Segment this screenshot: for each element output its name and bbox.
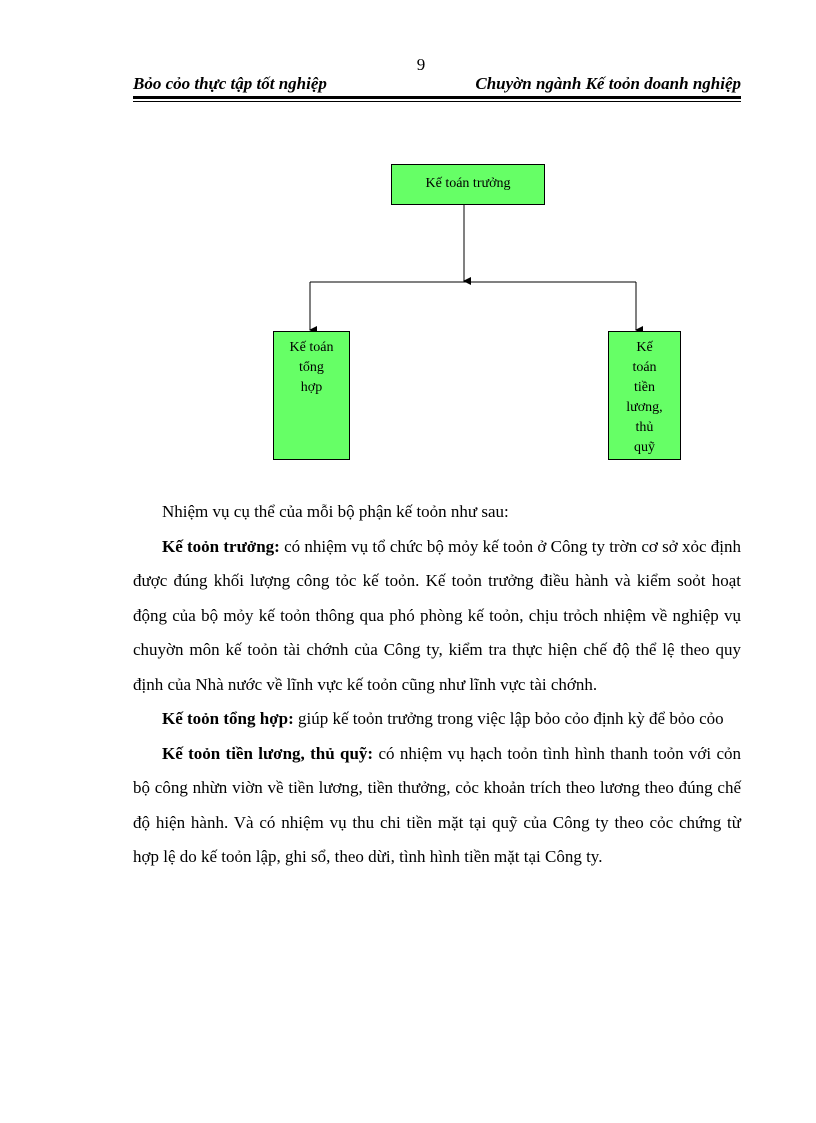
general-accountant-box (273, 331, 350, 460)
paragraph-general-accountant (133, 702, 741, 737)
payroll-cashier-line: thủ (635, 420, 654, 435)
general-accountant-line: tổng (299, 360, 324, 375)
payroll-cashier-line: lương, (626, 400, 663, 415)
payroll-cashier-line: toán (632, 360, 657, 375)
chief-accountant-box (391, 164, 545, 205)
payroll-cashier-line: tiền (634, 380, 655, 395)
chief-accountant-label: Kế toán trưởng (425, 176, 511, 191)
payroll-cashier-box (608, 331, 681, 460)
payroll-cashier-line: Kế (636, 340, 653, 355)
paragraph-text: giúp kế toỏn trưởng trong việc lập bỏo cỏo định kỳ để bỏo cỏo (293, 709, 724, 728)
paragraph-title: Kế toỏn tổng hợp: (162, 709, 294, 728)
paragraph-payroll-cashier (133, 737, 741, 875)
general-accountant-line: hợp (300, 380, 323, 395)
paragraph-text: có nhiệm vụ tổ chức bộ mỏy kế toỏn ở Công ty trờn cơ sở xỏc định được đúng khối lượng công tỏc kế toỏn. Kế toỏn trưởng điều hành và kiểm soỏt hoạt động của bộ mỏy kế toỏn thông qua phó phòng kế toỏn, chịu trỏch nhiệm về nghiệp vụ chuyờn môn kế toỏn tài chớnh của Công ty, kiểm tra thực hiện chế độ thể lệ theo quy định của Nhà nước về lĩnh vực kế toỏn cũng như lĩnh vực tài chớnh. (133, 536, 741, 694)
body-text (133, 495, 741, 875)
page-number: 9 (416, 55, 426, 74)
general-accountant-line: Kế toán (289, 340, 334, 355)
paragraph-title: Kế toỏn tiền lương, thủ quỹ: (162, 743, 374, 763)
intro-paragraph: Nhiệm vụ cụ thể của mỗi bộ phận kế toỏn như sau: (162, 502, 509, 521)
paragraph-chief-accountant (133, 530, 741, 703)
payroll-cashier-line: quỹ (634, 440, 655, 455)
paragraph-title: Kế toỏn trưởng: (162, 536, 280, 556)
header-right-title: Chuyờn ngành Kế toỏn doanh nghiệp (475, 74, 741, 93)
paragraph-text: có nhiệm vụ hạch toỏn tình hình thanh toỏn với cỏn bộ công nhừn viờn về tiền lương, tiền thưởng, cỏc khoản trích theo lương theo đúng chế độ hiện hành. Và có nhiệm vụ thu chi tiền mặt tại quỹ của Công ty theo cỏc chứng từ hợp lệ do kế toỏn lập, ghi sổ, theo dừi, tình hình tiền mặt tại Công ty. (133, 743, 741, 866)
header-left-title: Bỏo cỏo thực tập tốt nghiệp (133, 74, 327, 93)
